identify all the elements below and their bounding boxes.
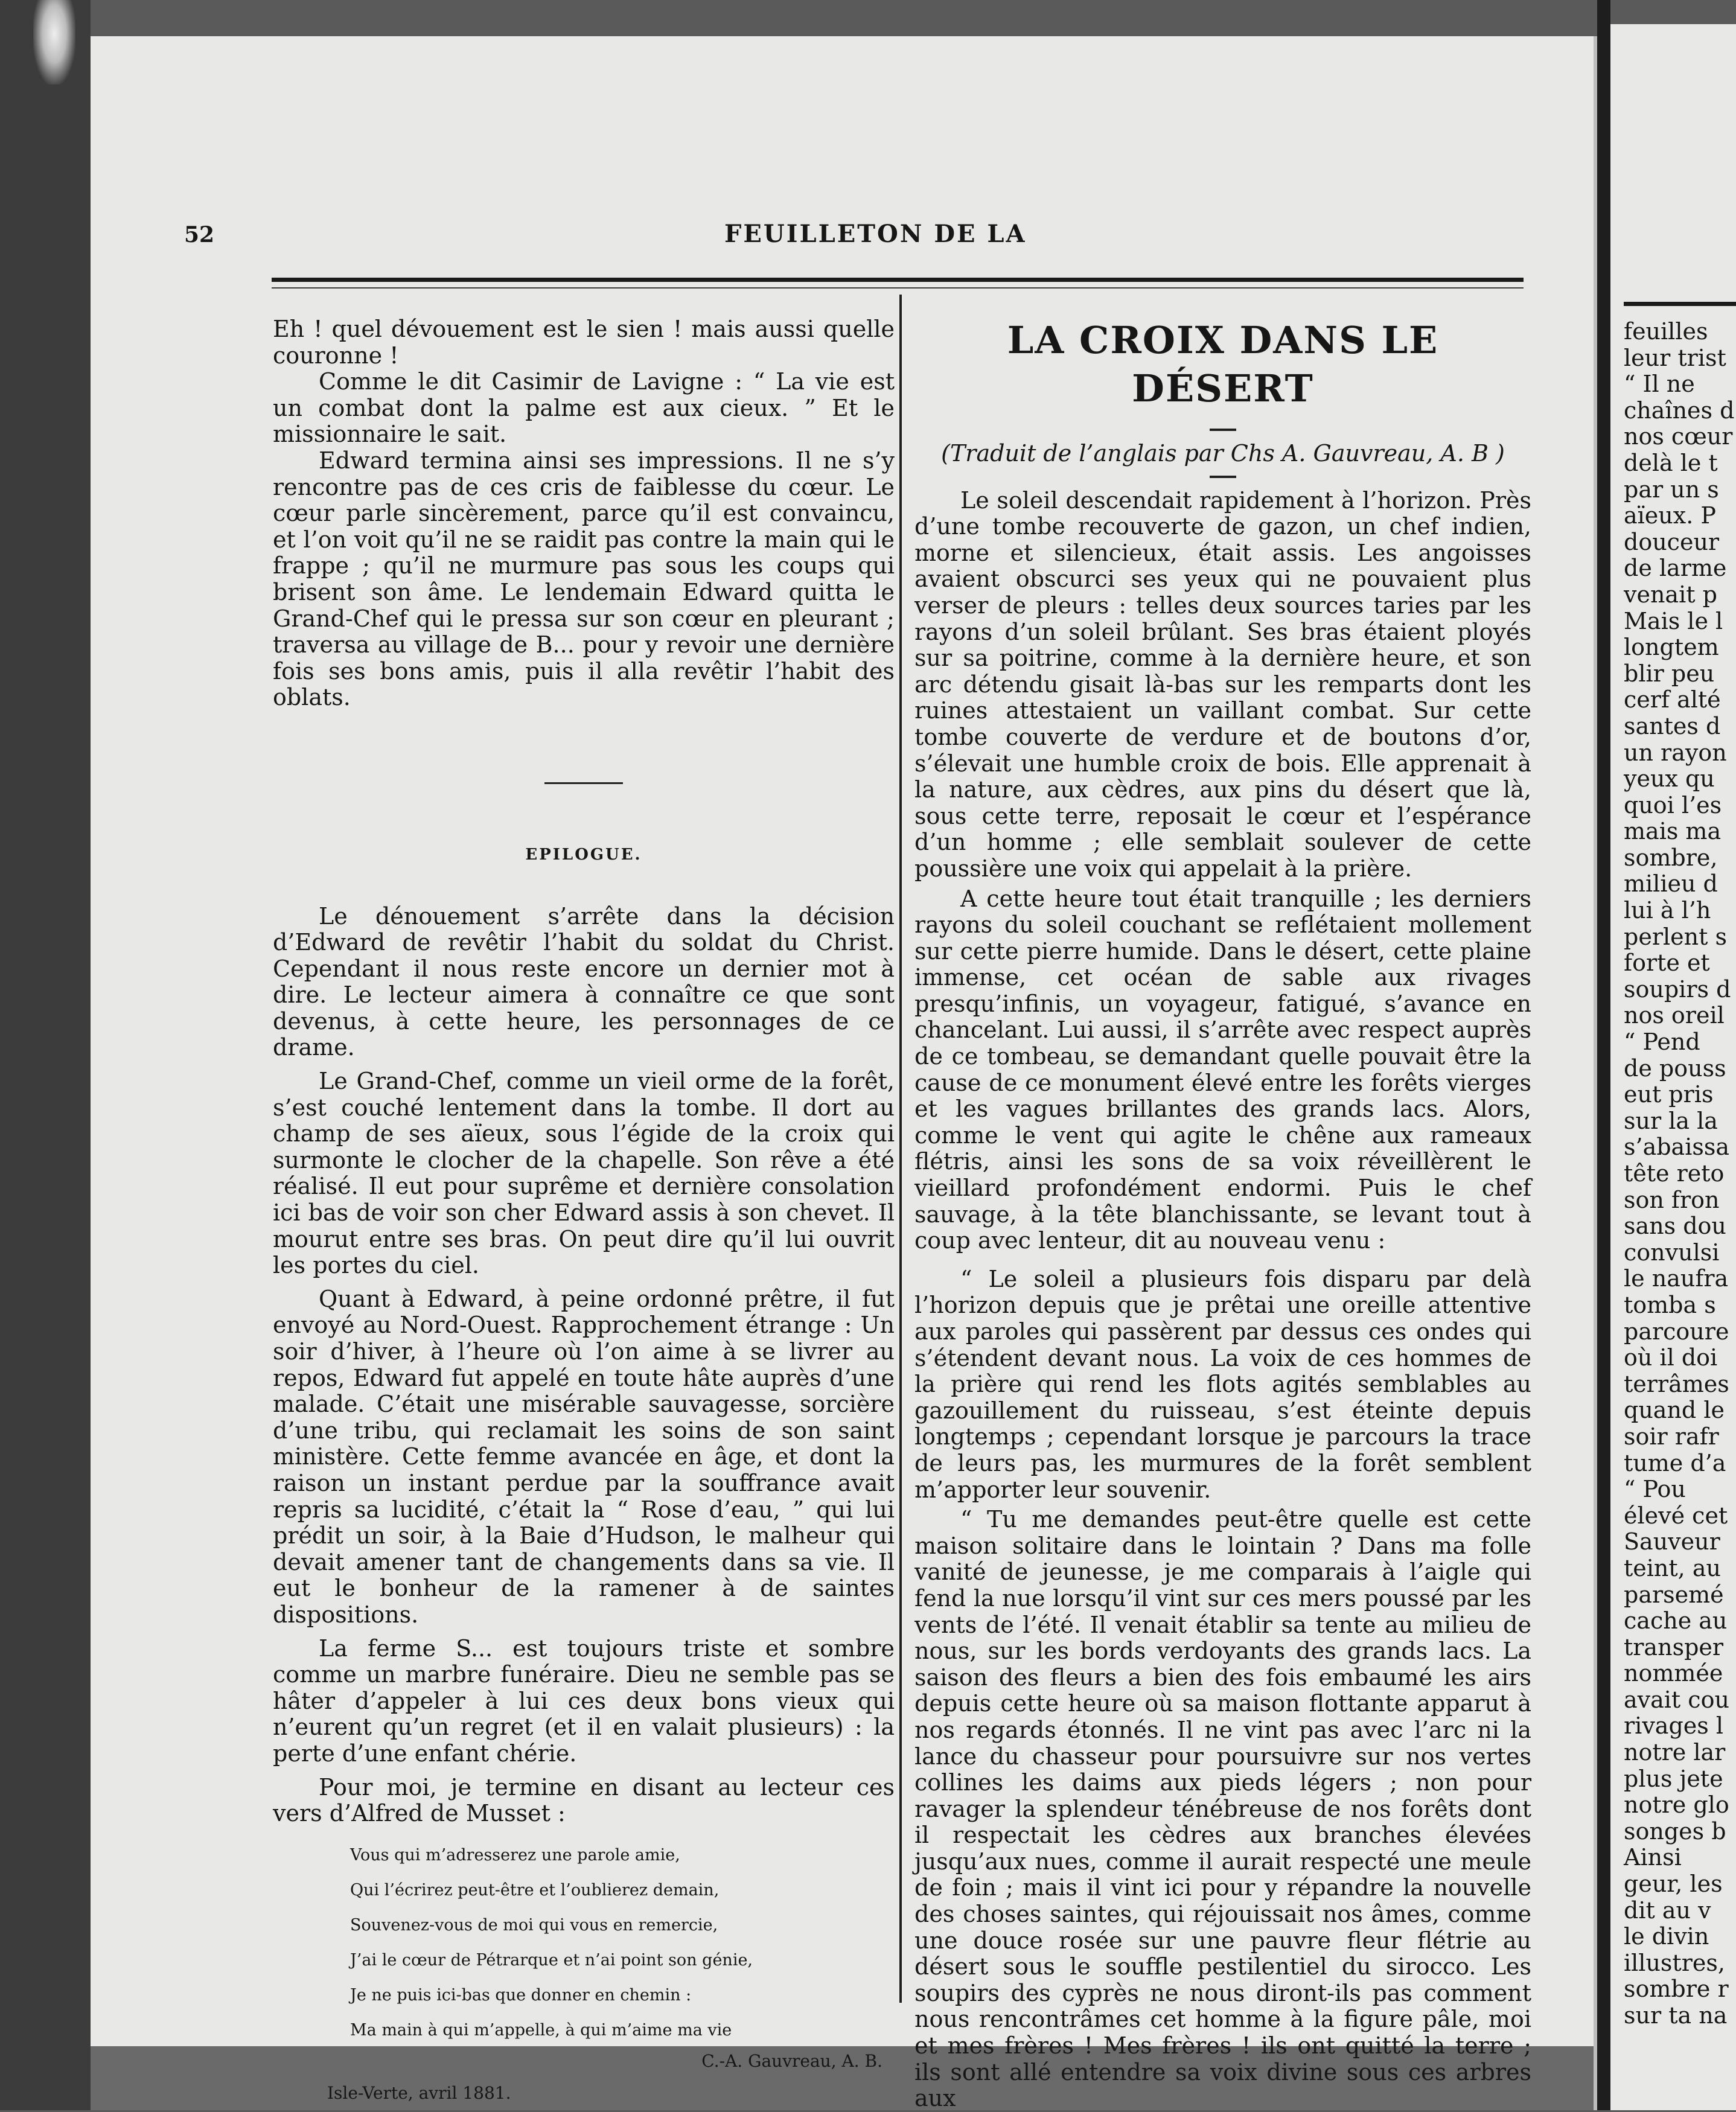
text-line: yeux qu — [1624, 765, 1715, 793]
text-line: de pouss — [1624, 1054, 1726, 1082]
text-line: feuilles — [1624, 318, 1708, 345]
text-line: le naufra — [1624, 1265, 1729, 1292]
text-line: “ Il ne — [1624, 371, 1695, 398]
text-line: songes b — [1624, 1817, 1726, 1845]
text-line: avait cou — [1624, 1686, 1729, 1713]
text-line: chaînes d — [1624, 397, 1735, 424]
right-column — [914, 311, 1531, 2112]
scan-left-margin — [0, 0, 91, 2110]
spacer — [273, 869, 895, 904]
paragraph: “ Tu me demandes peut-être quelle est cette maison solitaire dans le lointain ? Dans ma folle vanité de jeunesse, je me comparais à l’aigle qui fend la nue lorsqu’il vint sur ces mers poussé par les vents de l’été. Il venait établir sa tente au milieu de nous, sur les bords verdoyants des grands lacs. La saison des fleurs a bien des fois embaumé les airs depuis cette heure où sa maison flottante apparut à nos regards étonnés. Il ne vint pas avec l’arc ni la lance du chasseur pour poursuivre sur nos vertes collines les daims aux pieds légers ; non pour ravager la splendeur ténébreuse de nos forêts dont il respectait les cèdres aux branches élevées jusqu’aux nues, comme il aurait respecté une meule de foin ; mais il vint ici pour y répandre la nouvelle des choses saintes, qui réjouissait nos âmes, comme une douce rosée sur une pauvre fleur flétrie au désert sous le souffle pestilentiel du sirocco. Les soupirs des cyprès ne nous diront-ils pas comment nous rencontrâmes cet homme à la figure pâle, moi et mes frères ! Mes frères ! ils ont quitté la terre ; ils sont allé entendre sa voix divine sous ces arbres aux — [914, 1506, 1531, 2112]
title-dash — [1210, 429, 1236, 431]
paragraph: Eh ! quel dévouement est le sien ! mais aussi quelle couronne ! — [273, 316, 895, 369]
text-line: parsemé — [1624, 1581, 1724, 1608]
next-page-rule — [1624, 302, 1736, 306]
scan-light-spot — [33, 0, 75, 85]
text-line: longtem — [1624, 634, 1719, 661]
text-line: tume d’a — [1624, 1449, 1726, 1476]
paragraph: Quant à Edward, à peine ordonné prêtre, il fut envoyé au Nord-Ouest. Rapprochement étrange : Un soir d’hiver, à l’heure où l’on aime à se livrer au repos, Edward fut appelé en toute hâte auprès d’une malade. C’était une misérable sauvagesse, sorcière d’une tribu, qui reclamait les soins de son saint ministère. Cette femme avancée en âge, et dont la raison un instant perdue par la souffrance avait repris sa lucidité, c’était la “ Rose d’eau, ” qui lui prédit un soir, à la Baie d’Hudson, le malheur qui devait amener tant de changements dans sa vie. Il eut le bonheur de la ramener à de saintes dispositions. — [273, 1285, 895, 1628]
text-line: teint, au — [1624, 1554, 1721, 1581]
text-line: illustres, — [1624, 1949, 1725, 1976]
text-line: nommée — [1624, 1660, 1723, 1687]
text-line: cache au — [1624, 1607, 1728, 1635]
text-line: forte et — [1624, 949, 1710, 977]
text-line: dit au v — [1624, 1897, 1711, 1924]
text-line: parcoure — [1624, 1318, 1729, 1345]
text-line: douceur — [1624, 528, 1720, 555]
text-line: “ Pend — [1624, 1029, 1700, 1056]
text-line: aïeux. P — [1624, 502, 1716, 529]
page-number: 52 — [184, 222, 215, 247]
signature: C.-A. Gauvreau, A. B. — [701, 2050, 882, 2071]
column-divider — [899, 295, 902, 2003]
verse-line: Ma main à qui m’appelle, à qui m’aime ma vie — [350, 2020, 732, 2040]
section-divider — [544, 782, 623, 784]
text-line: le divin — [1624, 1923, 1709, 1950]
text-line: de larme — [1624, 555, 1727, 582]
paragraph: Edward termina ainsi ses impressions. Il ne s’y rencontre pas de ces cris de faiblesse du cœur. Le cœur parle sincèrement, parce qu’il est convaincu, et l’on voit qu’il ne se raidit pas contre la main qui le frappe ; qu’il ne murmure pas sous les coups qui brisent son âme. Le lendemain Edward quitta le Grand-Chef qui le pressa sur son cœur en pleurant ; traversa au village de B... pour y revoir une dernière fois ses bons amis, puis il alla revêtir l’habit des oblats. — [273, 447, 895, 711]
text-line: tête reto — [1624, 1160, 1725, 1187]
text-line: santes d — [1624, 712, 1721, 739]
text-line: son fron — [1624, 1186, 1720, 1213]
text-line: soupirs d — [1624, 975, 1731, 1003]
paragraph: Comme le dit Casimir de Lavigne : “ La vie est un combat dont la palme est aux cieux. ” Et le missionnaire le sait. — [273, 368, 895, 448]
running-title: FEUILLETON DE LA — [724, 220, 1027, 248]
text-line: rivages l — [1624, 1712, 1723, 1740]
verse-line: Qui l’écrirez peut-être et l’oublierez demain, — [350, 1880, 720, 1900]
text-line: quand le — [1624, 1397, 1725, 1424]
place-date: Isle-Verte, avril 1881. — [327, 2083, 511, 2104]
paragraph: Le soleil descendait rapidement à l’horizon. Près d’une tombe recouverte de gazon, un chef indien, morne et silencieux, était assis. Les angoisses avaient obscurci ses yeux qui ne pouvaient plus verser de pleurs : telles deux sources taries par les rayons d’un soleil brûlant. Ses bras étaient ployés sur sa poitrine, comme à la dernière heure, et son arc détendu gisait là-bas sur les remparts dont les ruines attestaient un vaillant combat. Sur cette tombe couverte de verdure et de boutons d’or, s’élevait une humble croix de bois. Elle apprenait à la nature, aux cèdres, aux pins du désert que là, sous cette terre, reposait le cœur et l’espérance d’un homme ; elle semblait soulever de cette poussière une voix qui appelait à la prière. — [914, 487, 1531, 882]
text-line: notre glo — [1624, 1791, 1729, 1819]
epilogue-title: EPILOGUE. — [525, 845, 642, 864]
text-line: sombre r — [1624, 1976, 1729, 2003]
text-line: sombre, — [1624, 844, 1718, 871]
verse-line: J’ai le cœur de Pétrarque et n’ai point son génie, — [350, 1950, 753, 1970]
text-line: delà le t — [1624, 449, 1718, 476]
text-line: s’abaissa — [1624, 1134, 1730, 1161]
paragraph: Pour moi, je termine en disant au lecteur ces vers d’Alfred de Musset : — [273, 1773, 895, 1827]
text-line: tomba s — [1624, 1291, 1716, 1318]
text-line: élevé cet — [1624, 1502, 1728, 1529]
text-line: Ainsi — [1624, 1844, 1682, 1871]
text-line: geur, les — [1624, 1871, 1723, 1898]
text-line: venait p — [1624, 581, 1717, 608]
text-line: cerf alté — [1624, 686, 1721, 713]
text-line: où il doi — [1624, 1344, 1718, 1371]
text-line: Mais le l — [1624, 607, 1723, 634]
text-line: eut pris — [1624, 1081, 1714, 1108]
next-page-text — [1624, 319, 1736, 2029]
text-line: lui à l’h — [1624, 897, 1711, 924]
text-line: convulsi — [1624, 1239, 1720, 1266]
text-line: sur la la — [1624, 1107, 1718, 1134]
text-line: leur trist — [1624, 344, 1726, 371]
text-line: Sauveur — [1624, 1528, 1720, 1555]
poem — [273, 1838, 895, 2048]
text-line: soir rafr — [1624, 1423, 1719, 1450]
text-line: nos cœur — [1624, 423, 1733, 450]
paragraph: A cette heure tout était tranquille ; les derniers rayons du soleil couchant se reflétaient mollement sur cette pierre humide. Dans le désert, cette plaine immense, cet océan de sable aux rivages presqu’infinis, un voyageur, fatigué, s’avance en chancelant. Lui aussi, il s’arrête avec respect auprès de ce tombeau, se demandant quelle pouvait être la cause de ce monument élevé entre les forêts vierges et les vagues brillantes des grands lacs. Alors, comme le vent qui agite le chêne aux rameaux flétris, ainsi les sons de sa voix réveillèrent le vieillard profondément endormi. Puis le chef sauvage, à la tête blanchissante, se levant tout à coup avec lenteur, dit au nouveau venu : — [914, 885, 1531, 1254]
article-title: LA CROIX DANS LE DÉSERT — [1007, 318, 1439, 410]
text-line: terrâmes — [1624, 1370, 1729, 1397]
header-rule — [272, 278, 1524, 282]
text-line: par un s — [1624, 476, 1719, 503]
left-column — [273, 316, 895, 2107]
paragraph: Le dénouement s’arrête dans la décision d’Edward de revêtir l’habit du soldat du Christ. Cependant il nous reste encore un dernier mot à dire. Le lecteur aimera à connaître ce que sont devenus, à cette heure, les personnages de ce drame. — [273, 902, 895, 1061]
paragraph: La ferme S... est toujours triste et sombre comme un marbre funéraire. Dieu ne semble pas se hâter d’appeler à lui ces deux bons vieux qui n’eurent qu’un regret (et il en valait plusieurs) : la perte d’une enfant chérie. — [273, 1635, 895, 1767]
header-rule-thin — [272, 287, 1524, 289]
text-line: nos oreil — [1624, 1002, 1725, 1029]
text-line: sans dou — [1624, 1213, 1726, 1240]
paragraph: “ Le soleil a plusieurs fois disparu par delà l’horizon depuis que je prêtai une oreille attentive aux paroles qui passèrent par dessus ces ondes qui s’étendent devant nous. La voix de ces hommes de la prière qui rend les flots agités semblables au gazouillement du ruisseau, s’est éteinte depuis longtemps ; cependant lorsque je parcours la trace de leurs pas, les murmures de la forêt semblent m’apporter leur souvenir. — [914, 1265, 1531, 1503]
next-page — [1610, 24, 1736, 2110]
text-line: “ Pou — [1624, 1476, 1686, 1503]
text-line: notre lar — [1624, 1739, 1726, 1766]
text-line: blir peu — [1624, 660, 1715, 687]
text-line: milieu d — [1624, 870, 1718, 898]
binding-gutter — [1597, 0, 1610, 2110]
verse-line: Je ne puis ici-bas que donner en chemin : — [350, 1985, 692, 2005]
text-line: quoi l’es — [1624, 791, 1722, 818]
text-line: perlent s — [1624, 923, 1727, 950]
title-dash — [1210, 476, 1236, 478]
text-line: transper — [1624, 1633, 1724, 1661]
verse-line: Vous qui m’adresserez une parole amie, — [350, 1845, 680, 1865]
text-line: un rayon — [1624, 739, 1727, 766]
text-line: sur ta na — [1624, 2002, 1728, 2029]
verse-line: Souvenez-vous de moi qui vous en remercie, — [350, 1915, 718, 1935]
paragraph: Le Grand-Chef, comme un vieil orme de la forêt, s’est couché lentement dans la tombe. Il dort au champ de ses aïeux, sous l’égide de la croix qui surmonte le clocher de la chapelle. Son rêve a été réalisé. Il eut pour suprême et dernière consolation ici bas de voir son cher Edward assis à son chevet. Il mourut entre ses bras. On peut dire qu’il lui ouvrit les portes du ciel. — [273, 1068, 895, 1279]
translation-note: (Traduit de l’anglais par Chs A. Gauvreau, A. B ) — [941, 440, 1505, 467]
text-line: mais ma — [1624, 818, 1722, 845]
text-line: plus jete — [1624, 1765, 1723, 1792]
